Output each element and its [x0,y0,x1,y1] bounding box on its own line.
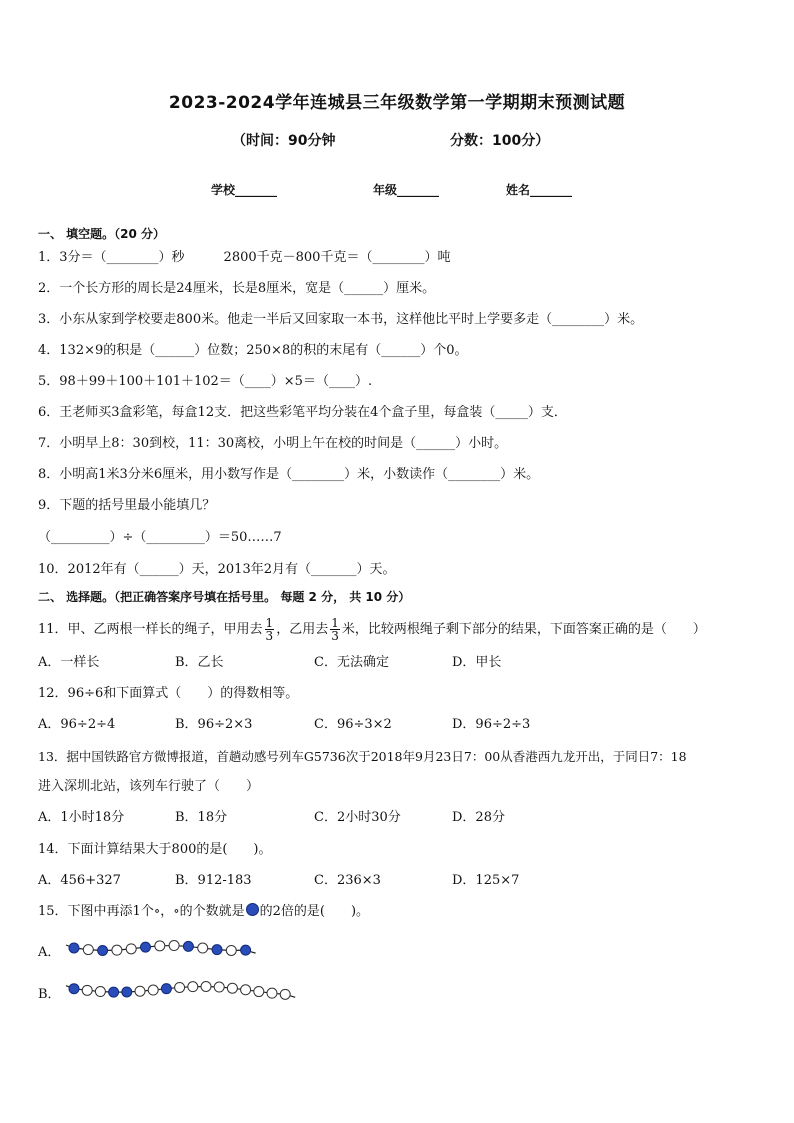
question-11-part-b: ，乙用去 [276,622,329,637]
question-2: 2．一个长方形的周长是24厘米，长是8厘米，宽是（______）厘米。 [38,281,436,296]
option-b[interactable]: B．18分 [175,810,228,825]
exam-score: 分数：100分） [450,133,550,149]
hollow-bead [169,941,179,951]
grade-field[interactable]: 年级_______ [373,183,440,197]
filled-bead [241,945,251,955]
filled-bead [122,987,132,997]
question-14: 14．下面计算结果大于800的是( )。 [38,842,272,857]
question-15-part-a: 15．下图中再添1个 [38,904,154,919]
hollow-bead [241,985,251,995]
filled-bead [212,945,222,955]
section-fill-in-heading: 一、 填空题。（20 分） [38,227,166,241]
question-9: 9．下题的括号里最小能填几？ [38,498,216,513]
fraction-one-third-meter [330,617,340,642]
filled-bead [141,942,151,952]
hollow-bead [226,945,236,955]
option-d[interactable]: D．甲长 [452,655,502,670]
school-field[interactable]: 学校_______ [211,183,278,197]
question-11-part-c: 米，比较两根绳子剩下部分的结果，下面答案正确的是（ ） [341,622,706,637]
option-b[interactable]: B．96÷2×3 [175,717,253,732]
hollow-bead [201,982,211,992]
exam-time: （时间：90分钟 [232,133,336,149]
question-13: 13．据中国铁路官方微博报道，首趟动感号列车G5736次于2018年9月23日7：00从香港西九龙开出，于同日7：18 [38,749,687,764]
question-4: 4．132×9的积是（______）位数；250×8的积的末尾有（______）个0。 [38,343,468,358]
hollow-bead [112,945,122,955]
question-15-part-b: ， [160,904,174,919]
question-9-equation: （_________）÷（_________）＝50……7 [38,530,282,545]
question-15 [38,903,369,921]
hollow-bead [267,988,277,998]
hollow-bead [280,989,290,999]
filled-bead [69,984,79,994]
filled-bead [98,945,108,955]
question-15-part-c: 的个数就是 [179,904,245,919]
option-c[interactable]: C．2小时30分 [314,810,401,825]
filled-bead [161,984,171,994]
fraction-one-third [265,617,275,642]
option-d[interactable]: D．96÷2÷3 [452,717,531,732]
option-a[interactable]: A． [38,945,61,960]
exam-title: 2023-2024学年连城县三年级数学第一学期期末预测试题 [168,93,626,113]
filled-bead [69,943,79,953]
option-d[interactable]: D．28分 [452,810,505,825]
fraction-numerator: 1 [331,616,339,630]
question-3: 3．小东从家到学校要走800米。他走一半后又回家取一本书，这样他比平时上学要多走（________）米。 [38,312,644,327]
hollow-bead [135,986,145,996]
question-11 [38,617,706,642]
option-a[interactable]: A．456+327 [38,873,121,888]
hollow-bead [83,945,93,955]
section-choice-heading: 二、 选择题。（把正确答案序号填在括号里。 每题 2 分， 共 10 分） [38,590,411,604]
name-field[interactable]: 姓名_______ [506,183,573,197]
question-5: 5．98＋99＋100＋101＋102＝（____）×5＝（____）. [38,374,373,389]
option-a[interactable]: A．96÷2÷4 [38,717,116,732]
hollow-bead [227,983,237,993]
small-circle-icon: ∘ [153,904,161,919]
question-13-continued: 进入深圳北站，该列车行驶了（ ） [38,779,260,794]
fraction-denominator: 3 [265,629,274,643]
question-1: 1．3分＝（________）秒 2800千克－800千克＝（________）吨 [38,250,451,265]
bead-string-b [62,975,292,1003]
hollow-bead [175,982,185,992]
fraction-denominator: 3 [331,629,339,643]
filled-bead [109,987,119,997]
fraction-numerator: 1 [265,616,274,630]
filled-bead-icon [246,903,259,916]
option-a[interactable]: A．1小时18分 [38,810,125,825]
hollow-bead [254,987,264,997]
hollow-bead [95,987,105,997]
question-11-part-a: 11．甲、乙两根一样长的绳子，甲用去 [38,622,263,637]
option-c[interactable]: C．无法确定 [314,655,389,670]
hollow-bead [155,941,165,951]
hollow-bead [188,982,198,992]
hollow-bead [214,982,224,992]
hollow-bead [82,985,92,995]
small-circle-icon: ∘ [173,904,180,919]
hollow-bead [126,944,136,954]
option-c[interactable]: C．96÷3×2 [314,717,392,732]
option-a[interactable]: A．一样长 [38,655,100,670]
question-8: 8．小明高1米3分米6厘米，用小数写作是（________）米，小数读作（________）米。 [38,467,540,482]
question-12: 12．96÷6和下面算式（ ）的得数相等。 [38,686,299,701]
option-d[interactable]: D．125×7 [452,873,520,888]
question-15-part-d: 的2倍的是( )。 [259,904,370,919]
option-b[interactable]: B．乙长 [175,655,224,670]
filled-bead [183,941,193,951]
option-c[interactable]: C．236×3 [314,873,381,888]
hollow-bead [148,985,158,995]
hollow-bead [198,943,208,953]
option-b[interactable]: B．912-183 [175,873,252,888]
bead-string-a [62,935,252,961]
question-6: 6．王老师买3盒彩笔，每盒12支．把这些彩笔平均分装在4个盒子里，每盒装（_____）支． [38,405,567,420]
question-7: 7．小明早上8：30到校，11：30离校，小明上午在校的时间是（______）小时。 [38,436,508,451]
question-10: 10．2012年有（______）天，2013年2月有（_______）天。 [38,562,396,577]
option-b[interactable]: B． [38,987,61,1002]
